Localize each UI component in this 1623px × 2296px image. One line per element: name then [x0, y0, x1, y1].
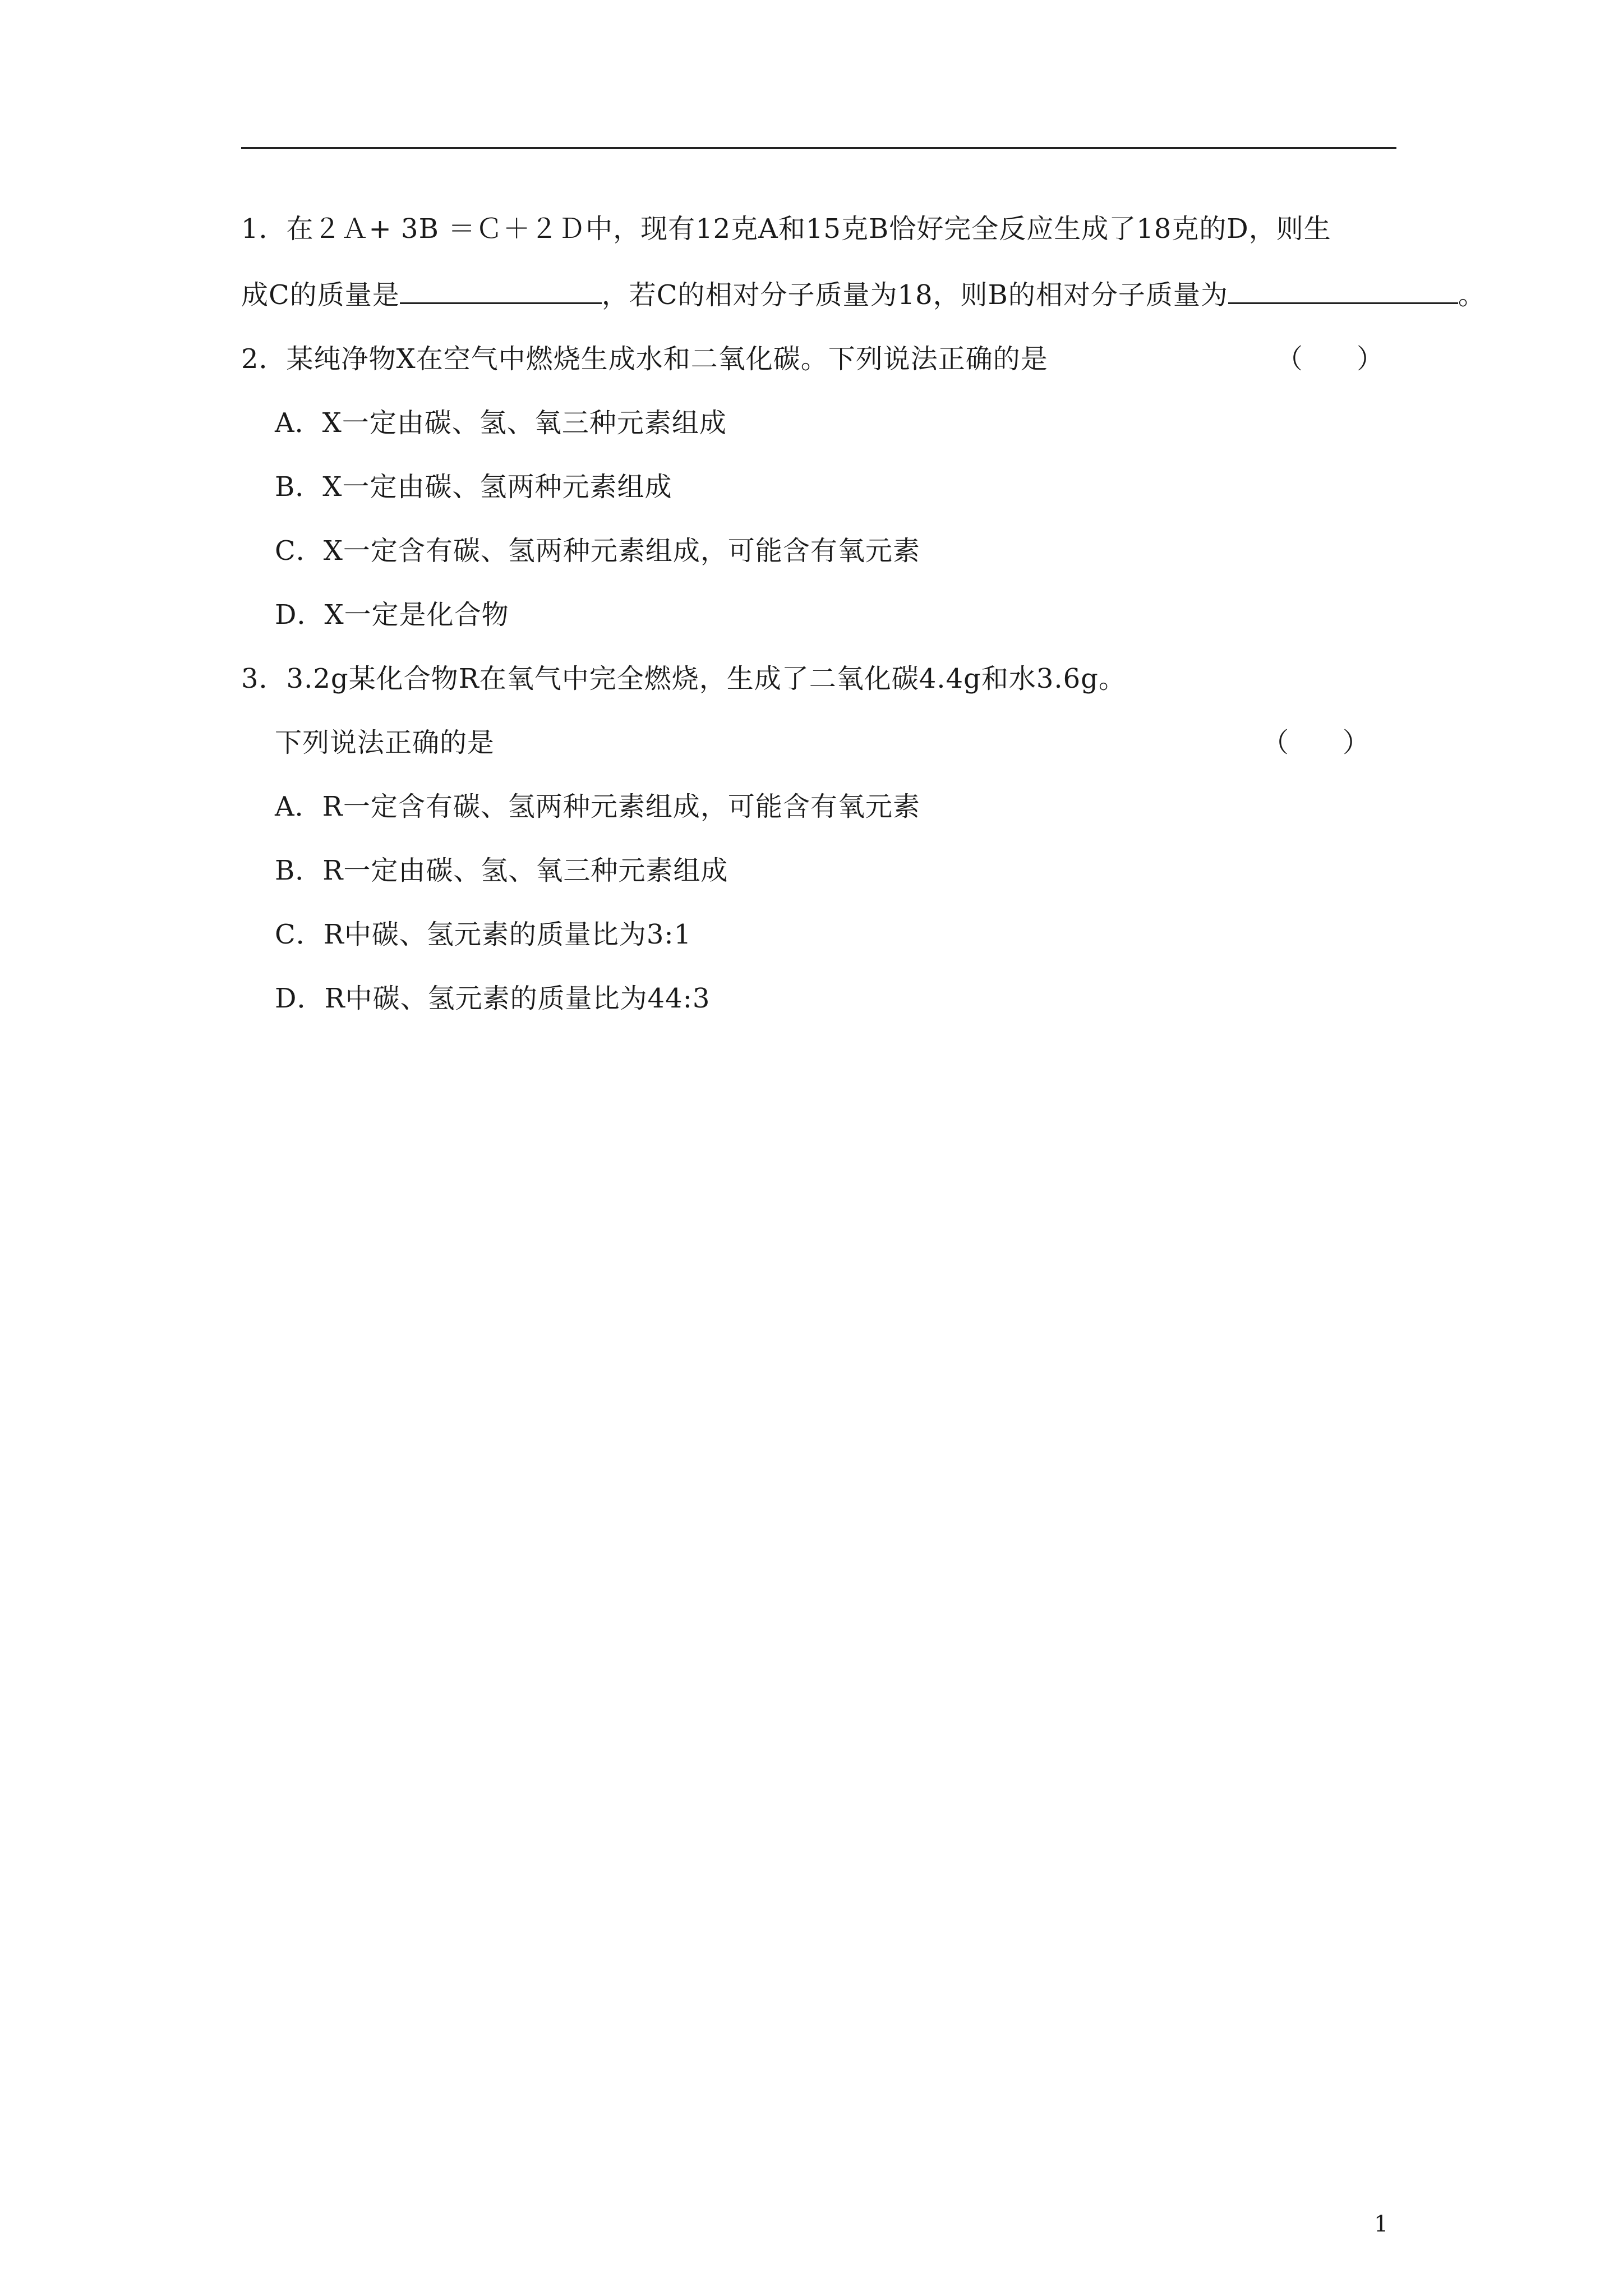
option-label: B．: [275, 855, 323, 886]
question-2-option-c: [275, 534, 920, 568]
question-2-number: 2．: [241, 343, 287, 375]
option-label: C．: [275, 919, 324, 950]
option-label: B．: [275, 471, 323, 503]
option-label: D．: [275, 599, 325, 631]
question-1-line-2: [241, 278, 1486, 312]
question-3-stem-2: 下列说法正确的是: [275, 727, 495, 758]
question-3-option-c: [275, 918, 691, 951]
option-label: C．: [275, 535, 324, 567]
question-2-option-b: [275, 470, 672, 504]
question-3-text: 3.2g某化合物R在氧气中完全燃烧，生成了二氧化碳4.4g和水3.6g。: [286, 663, 1126, 694]
option-text: X一定是化合物: [324, 599, 509, 631]
option-text: X一定由碳、氢两种元素组成: [322, 471, 672, 503]
option-text: R一定含有碳、氢两种元素组成，可能含有氧元素: [322, 791, 920, 822]
question-3-number: 3．: [241, 663, 287, 694]
question-1-text-part-b: ，若C的相对分子质量为18，则B的相对分子质量为: [601, 279, 1228, 311]
question-1-line-1: [241, 212, 1331, 246]
header-rule: [241, 147, 1396, 149]
question-2-answer-paren[interactable]: （ ）: [1276, 343, 1384, 375]
option-text: R一定由碳、氢、氧三种元素组成: [322, 855, 728, 886]
question-3-option-d: [275, 982, 710, 1015]
option-label: D．: [275, 983, 325, 1014]
option-text: R中碳、氢元素的质量比为3:1: [323, 919, 692, 950]
answer-blank-b-mass[interactable]: [1228, 280, 1458, 304]
question-3-option-a: [275, 790, 920, 823]
option-text: X一定含有碳、氢两种元素组成，可能含有氧元素: [323, 535, 920, 567]
option-text: R中碳、氢元素的质量比为44:3: [324, 983, 711, 1014]
question-2-stem: [241, 342, 1048, 376]
option-text: X一定由碳、氢、氧三种元素组成: [322, 407, 727, 439]
question-1-number: 1．: [241, 213, 287, 245]
option-label: A．: [275, 791, 322, 822]
question-1-text: 在２Ａ+ 3B ＝Ｃ＋２Ｄ中，现有12克A和15克B恰好完全反应生成了18克的D，则生: [286, 213, 1331, 245]
question-3-answer-paren[interactable]: （ ）: [1262, 727, 1370, 758]
question-3-option-b: [275, 854, 728, 887]
question-1-text-part-c: 。: [1458, 279, 1486, 311]
question-2-option-a: [275, 406, 727, 440]
option-label: A．: [275, 407, 322, 439]
question-2-text: 某纯净物X在空气中燃烧生成水和二氧化碳。下列说法正确的是: [286, 343, 1048, 375]
question-1-text-part-a: 成C的质量是: [241, 279, 400, 311]
page-number: 1: [1374, 2211, 1389, 2237]
question-3-stem: [241, 662, 1126, 696]
question-2-option-d: [275, 598, 509, 632]
answer-blank-c-mass[interactable]: [400, 280, 602, 304]
